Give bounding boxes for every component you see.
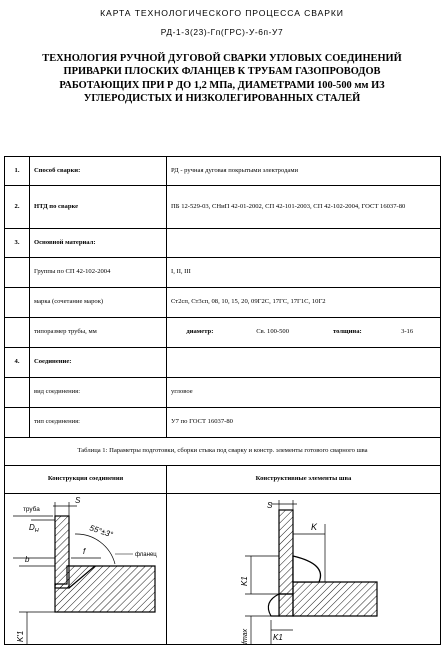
label-dh: $D_H$ bbox=[29, 523, 39, 534]
label-flange: фланец bbox=[135, 552, 157, 558]
card-code: РД-1-3(23)-Гп(ГРС)-У-6п-У7 bbox=[160, 27, 284, 37]
flange-shape bbox=[293, 582, 377, 616]
table-row bbox=[5, 466, 441, 494]
row-label: типоразмер трубы, мм bbox=[30, 318, 167, 348]
row-label: марка (сочетание марок) bbox=[30, 288, 167, 318]
root-weld-shape bbox=[268, 594, 279, 616]
joint-construction-svg bbox=[5, 494, 167, 644]
weld-elements-svg bbox=[167, 494, 441, 644]
table-caption: Таблица 1: Параметры подготовки, сборки стыка под сварку и констр. элементы готового сварного шва bbox=[5, 438, 441, 466]
row-label: Соединение: bbox=[30, 348, 167, 378]
row-value: I, II, III bbox=[167, 258, 441, 288]
row-label: НТД по сварке bbox=[30, 186, 167, 229]
label-b: b bbox=[25, 555, 30, 564]
row-label: Способ сварки: bbox=[30, 157, 167, 186]
row-number bbox=[5, 288, 30, 318]
label-pipe: труба bbox=[23, 506, 40, 513]
thickness-label: толщина: bbox=[332, 328, 362, 336]
label-s: S bbox=[267, 501, 273, 510]
diameter-label: диаметр: bbox=[186, 328, 214, 336]
label-f: f bbox=[83, 547, 86, 556]
row-label: Группы по СП 42-102-2004 bbox=[30, 258, 167, 288]
joint-construction-drawing bbox=[5, 494, 167, 645]
pipe-wall-shape bbox=[279, 510, 293, 594]
row-value bbox=[167, 229, 441, 258]
row-value: РД - ручная дуговая покрытыми электродами bbox=[167, 157, 441, 186]
row-number: 1. bbox=[5, 157, 30, 186]
diameter-value: Св. 100-500 bbox=[256, 328, 290, 336]
label-fmax: fmax bbox=[242, 628, 249, 644]
label-k1-prime: K'1 bbox=[16, 630, 25, 642]
row-value: Ст2сп, Ст3сп, 08, 10, 15, 20, 09Г2С, 17ГС, 17Г1С, 10Г2 bbox=[167, 288, 441, 318]
table-row bbox=[5, 494, 441, 645]
row-value bbox=[167, 318, 441, 348]
section-construction-heading: Конструкция соединения bbox=[5, 466, 167, 494]
fillet-weld-shape bbox=[293, 556, 321, 582]
thickness-value: 3-16 bbox=[401, 328, 414, 336]
table-row bbox=[5, 348, 441, 378]
label-s: S bbox=[75, 496, 81, 505]
document-title bbox=[10, 52, 434, 106]
table-row bbox=[5, 229, 441, 258]
row-number bbox=[5, 258, 30, 288]
label-k1: K1 bbox=[240, 576, 249, 586]
welding-parameters-table bbox=[4, 156, 441, 645]
flange-shape bbox=[55, 566, 155, 612]
label-k1-bottom: K1 bbox=[273, 633, 283, 642]
row-value: угловое bbox=[167, 378, 441, 408]
title-line: ТЕХНОЛОГИЯ РУЧНОЙ ДУГОВОЙ СВАРКИ УГЛОВЫХ СОЕДИНЕНИЙ bbox=[42, 53, 402, 64]
title-line: УГЛЕРОДИСТЫХ И НИЗКОЛЕГИРОВАННЫХ СТАЛЕЙ bbox=[83, 93, 361, 105]
label-angle: 55°±3° bbox=[88, 523, 115, 540]
row-number: 4. bbox=[5, 348, 30, 378]
table-row bbox=[5, 438, 441, 466]
card-title: КАРТА ТЕХНОЛОГИЧЕСКОГО ПРОЦЕССА СВАРКИ bbox=[100, 8, 344, 18]
row-value: У7 по ГОСТ 16037-80 bbox=[167, 408, 441, 438]
table-row bbox=[5, 186, 441, 229]
table-row bbox=[5, 258, 441, 288]
title-line: РАБОТАЮЩИХ ПРИ Р ДО 1,2 МПа, ДИАМЕТРАМИ 100-500 мм ИЗ bbox=[59, 79, 385, 91]
pipe-wall-shape bbox=[55, 516, 69, 588]
table-row bbox=[5, 288, 441, 318]
weld-elements-drawing bbox=[167, 494, 441, 645]
table-row bbox=[5, 318, 441, 348]
table-row bbox=[5, 157, 441, 186]
row-number bbox=[5, 378, 30, 408]
row-value bbox=[167, 348, 441, 378]
table-row bbox=[5, 408, 441, 438]
row-number bbox=[5, 318, 30, 348]
row-label: Основной материал: bbox=[30, 229, 167, 258]
row-number: 3. bbox=[5, 229, 30, 258]
row-value: ПБ 12-529-03, СНиП 42-01-2002, СП 42-101-2003, СП 42-102-2004, ГОСТ 16037-80 bbox=[167, 186, 441, 229]
row-number: 2. bbox=[5, 186, 30, 229]
table-row bbox=[5, 378, 441, 408]
row-number bbox=[5, 408, 30, 438]
pipe-size-values bbox=[171, 328, 436, 336]
row-label: тип соединения: bbox=[30, 408, 167, 438]
row-label: вид соединения: bbox=[30, 378, 167, 408]
label-k: K bbox=[311, 522, 318, 532]
title-line: ПРИВАРКИ ПЛОСКИХ ФЛАНЦЕВ К ТРУБАМ ГАЗОПРОВОДОВ bbox=[63, 66, 381, 78]
section-weld-elements-heading: Конструктивные элементы шва bbox=[167, 466, 441, 494]
